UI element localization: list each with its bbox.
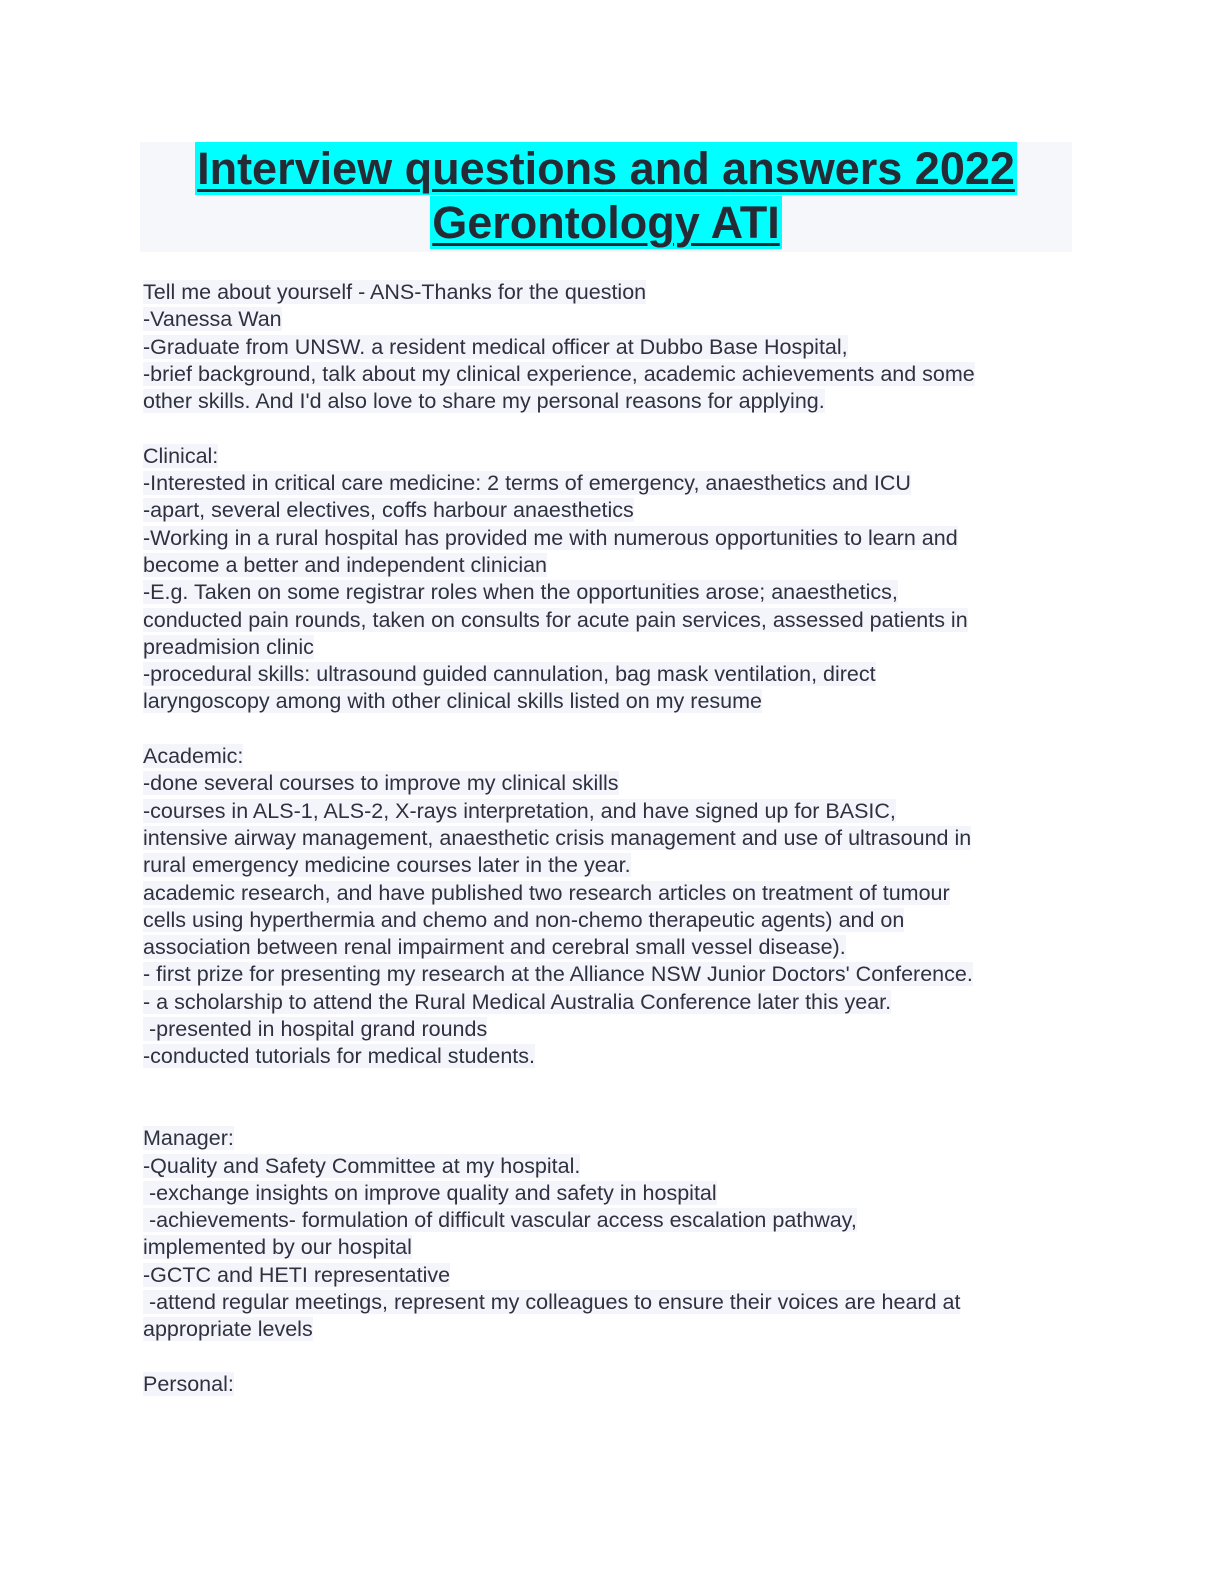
text-line <box>143 1043 1083 1070</box>
text-line-content: become a better and independent clinician <box>143 552 548 577</box>
text-line <box>143 661 1083 688</box>
document-title-line-1: Interview questions and answers 2022 <box>197 143 1015 194</box>
text-line-content: -Vanessa Wan <box>143 307 282 332</box>
blank-line <box>143 415 1083 442</box>
text-line <box>143 1234 1083 1261</box>
text-line <box>143 907 1083 934</box>
text-line <box>143 934 1083 961</box>
text-line-content: -apart, several electives, coffs harbour anaesthetics <box>143 498 634 523</box>
blank-line <box>143 1098 1083 1125</box>
text-line <box>143 497 1083 524</box>
text-line <box>143 825 1083 852</box>
text-line-content: -achievements- formulation of difficult vascular access escalation pathway, <box>143 1208 857 1233</box>
text-line-content: other skills. And I'd also love to share my personal reasons for applying. <box>143 389 825 414</box>
text-line-content: -Working in a rural hospital has provided me with numerous opportunities to learn and <box>143 525 958 550</box>
text-line <box>143 770 1083 797</box>
text-line <box>143 1289 1083 1316</box>
text-line-content: -procedural skills: ultrasound guided cannulation, bag mask ventilation, direct <box>143 662 876 687</box>
text-line <box>143 334 1083 361</box>
text-line <box>143 798 1083 825</box>
document-title-line-2: Gerontology ATI <box>432 197 780 248</box>
text-line <box>143 579 1083 606</box>
text-line <box>143 688 1083 715</box>
text-line <box>143 279 1083 306</box>
text-line <box>143 361 1083 388</box>
text-line-content: -courses in ALS-1, ALS-2, X-rays interpretation, and have signed up for BASIC, <box>143 798 896 823</box>
title-block <box>140 142 1072 252</box>
text-line <box>143 1153 1083 1180</box>
text-line <box>143 388 1083 415</box>
text-line-content: Academic: <box>143 744 244 769</box>
title-row-1 <box>140 142 1072 196</box>
text-line <box>143 852 1083 879</box>
text-line <box>143 525 1083 552</box>
text-line-content: intensive airway management, anaesthetic crisis management and use of ultrasound in <box>143 825 972 850</box>
text-line <box>143 1207 1083 1234</box>
document-body <box>143 279 1083 1398</box>
text-line-content: -exchange insights on improve quality and safety in hospital <box>143 1180 717 1205</box>
text-line-content: Clinical: <box>143 443 219 468</box>
text-line-content: Manager: <box>143 1126 234 1151</box>
text-line-content: implemented by our hospital <box>143 1235 412 1260</box>
blank-line <box>143 1071 1083 1098</box>
text-line-content: cells using hyperthermia and chemo and non-chemo therapeutic agents) and on <box>143 907 905 932</box>
blank-line <box>143 716 1083 743</box>
text-line-content: -E.g. Taken on some registrar roles when the opportunities arose; anaesthetics, <box>143 580 898 605</box>
text-line-content: academic research, and have published two research articles on treatment of tumour <box>143 880 950 905</box>
text-line-content: preadmision clinic <box>143 634 314 659</box>
text-line-content: - first prize for presenting my research at the Alliance NSW Junior Doctors' Conference. <box>143 962 973 987</box>
text-line <box>143 1262 1083 1289</box>
text-line-content: -attend regular meetings, represent my colleagues to ensure their voices are heard at <box>143 1289 961 1314</box>
text-line <box>143 1016 1083 1043</box>
blank-line <box>143 1344 1083 1371</box>
text-line-content: -presented in hospital grand rounds <box>143 1017 488 1042</box>
text-line <box>143 880 1083 907</box>
text-line-content: -brief background, talk about my clinical experience, academic achievements and some <box>143 361 975 386</box>
text-line-content: -Graduate from UNSW. a resident medical officer at Dubbo Base Hospital, <box>143 334 848 359</box>
text-line-content: - a scholarship to attend the Rural Medical Australia Conference later this year. <box>143 989 892 1014</box>
text-line <box>143 443 1083 470</box>
text-line-content: rural emergency medicine courses later in the year. <box>143 853 631 878</box>
text-line <box>143 1316 1083 1343</box>
text-line-content: -GCTC and HETI representative <box>143 1262 451 1287</box>
text-line <box>143 634 1083 661</box>
text-line <box>143 961 1083 988</box>
text-line-content: -Interested in critical care medicine: 2 terms of emergency, anaesthetics and ICU <box>143 471 911 496</box>
text-line-content: Tell me about yourself - ANS-Thanks for the question <box>143 280 647 304</box>
text-line <box>143 1371 1083 1398</box>
text-line <box>143 607 1083 634</box>
text-line-content: Personal: <box>143 1371 234 1396</box>
text-line-content: -Quality and Safety Committee at my hospital. <box>143 1153 581 1178</box>
text-line-content: association between renal impairment and cerebral small vessel disease). <box>143 935 846 960</box>
text-line <box>143 470 1083 497</box>
text-line-content: -conducted tutorials for medical students. <box>143 1044 535 1069</box>
text-line <box>143 1125 1083 1152</box>
title-row-2 <box>140 196 1072 250</box>
text-line <box>143 989 1083 1016</box>
text-line <box>143 1180 1083 1207</box>
text-line <box>143 306 1083 333</box>
text-line-content: laryngoscopy among with other clinical skills listed on my resume <box>143 689 762 714</box>
text-line <box>143 552 1083 579</box>
text-line-content: conducted pain rounds, taken on consults for acute pain services, assessed patients in <box>143 607 968 632</box>
text-line <box>143 743 1083 770</box>
text-line-content: -done several courses to improve my clinical skills <box>143 771 619 796</box>
text-line-content: appropriate levels <box>143 1317 313 1342</box>
